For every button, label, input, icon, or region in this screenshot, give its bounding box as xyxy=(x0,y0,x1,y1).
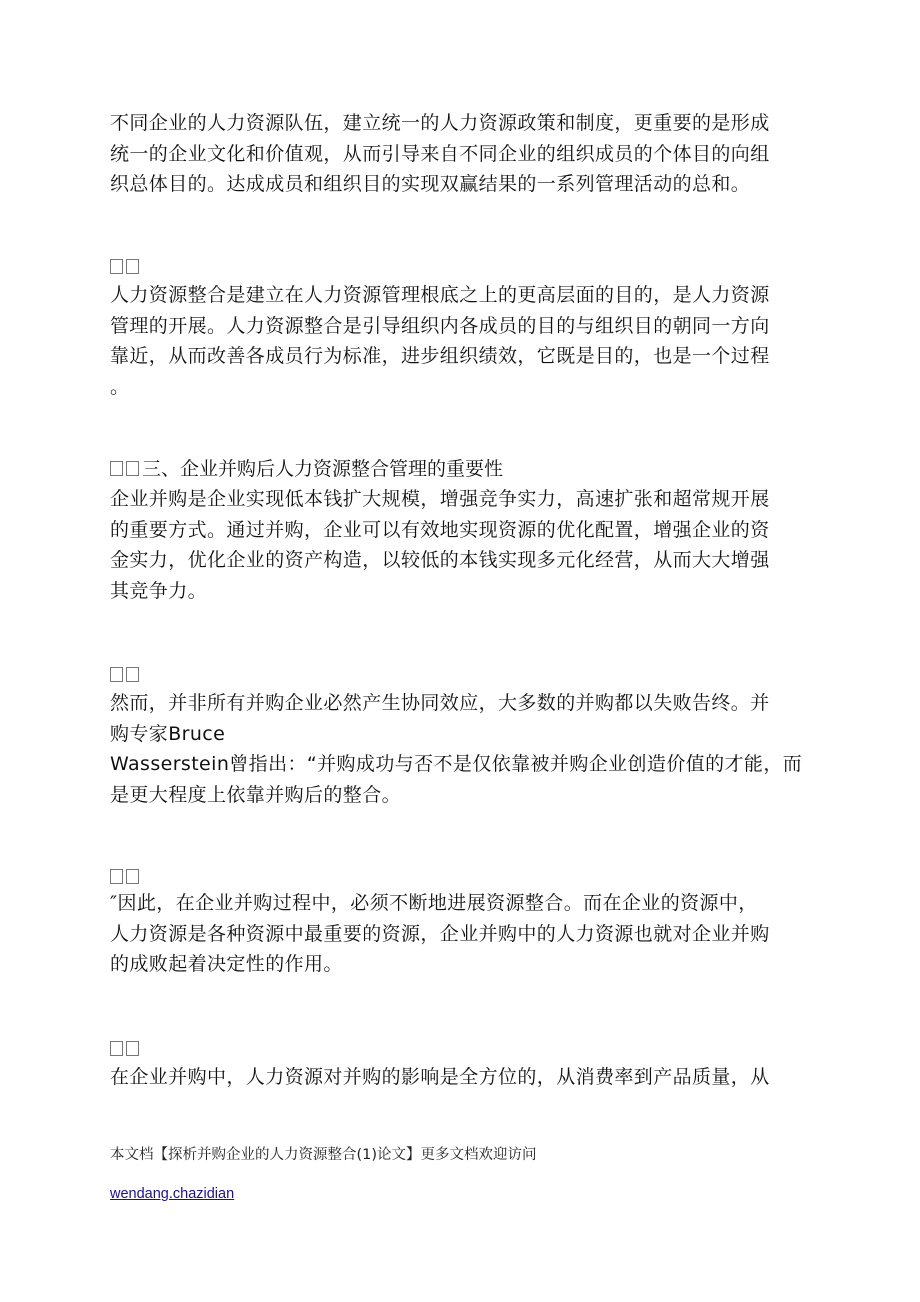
footer-text: 本文档【探析并购企业的人力资源整合(1)论文】更多文档欢迎访问 xyxy=(110,1147,537,1163)
paragraph-6 xyxy=(110,1062,810,1093)
missing-glyph-icon xyxy=(110,461,123,476)
paragraph-line: 织总体目的。达成成员和组织目的实现双赢结果的一系列管理活动的总和。 xyxy=(110,173,751,195)
placeholder-glyphs xyxy=(110,1040,142,1060)
paragraph-line: 靠近，从而改善各成员行为标准，进步组织绩效，它既是目的，也是一个过程 xyxy=(110,345,770,367)
paragraph-line: ″因此，在企业并购过程中，必须不断地进展资源整合。而在企业的资源中， xyxy=(110,892,758,914)
paragraph-line: Wasserstein曾指出：“并购成功与否不是仅依靠被并购企业创造价值的才能，而 xyxy=(110,753,803,775)
paragraph-2 xyxy=(110,280,810,402)
paragraph-line: 企业并购是企业实现低本钱扩大规模，增强竞争实力，高速扩张和超常规开展 xyxy=(110,488,770,510)
paragraph-line: 人力资源是各种资源中最重要的资源，企业并购中的人力资源也就对企业并购 xyxy=(110,922,770,945)
missing-glyph-icon xyxy=(110,667,123,682)
missing-glyph-icon xyxy=(110,869,123,884)
paragraph-1 xyxy=(110,108,810,200)
missing-glyph-icon xyxy=(126,869,139,884)
placeholder-glyphs xyxy=(110,258,142,278)
paragraph-line: 金实力，优化企业的资产构造，以较低的本钱实现多元化经营，从而大大增强 xyxy=(110,549,770,571)
paragraph-line: 然而，并非所有并购企业必然产生协同效应，大多数的并购都以失败告终。并 xyxy=(110,692,770,714)
paragraph-line: 不同企业的人力资源队伍，建立统一的人力资源政策和制度，更重要的是形成 xyxy=(110,112,770,134)
missing-glyph-icon xyxy=(126,667,139,682)
missing-glyph-icon xyxy=(110,1041,123,1056)
missing-glyph-icon xyxy=(126,259,139,274)
paragraph-line: 在企业并购中，人力资源对并购的影响是全方位的，从消费率到产品质量，从 xyxy=(110,1066,770,1088)
section-heading xyxy=(110,454,503,484)
section-heading-text: 三、企业并购后人力资源整合管理的重要性 xyxy=(142,458,504,480)
paragraph-line: 购专家Bruce xyxy=(110,722,226,745)
paragraph-line: 是更大程度上依靠并购后的整合。 xyxy=(110,783,402,806)
paragraph-4 xyxy=(110,688,810,810)
paragraph-line: 其竞争力。 xyxy=(110,579,208,602)
missing-glyph-icon xyxy=(110,259,123,274)
paragraph-line: 的成败起着决定性的作用。 xyxy=(110,953,343,975)
paragraph-line: 统一的企业文化和价值观，从而引导来自不同企业的组织成员的个体目的向组 xyxy=(110,142,770,165)
placeholder-glyphs xyxy=(110,868,142,888)
missing-glyph-icon xyxy=(126,461,139,476)
paragraph-5 xyxy=(110,888,810,980)
paragraph-line: 人力资源整合是建立在人力资源管理根底之上的更高层面的目的，是人力资源 xyxy=(110,284,770,306)
paragraph-line: 管理的开展。人力资源整合是引导组织内各成员的目的与组织目的朝同一方向 xyxy=(110,314,770,337)
paragraph-line: 的重要方式。通过并购，企业可以有效地实现资源的优化配置，增强企业的资 xyxy=(110,518,770,541)
paragraph-line: 。 xyxy=(110,375,130,398)
footer-link[interactable]: wendang.chazidian xyxy=(110,1186,235,1202)
placeholder-glyphs xyxy=(110,666,142,686)
missing-glyph-icon xyxy=(126,1041,139,1056)
paragraph-3 xyxy=(110,484,810,606)
